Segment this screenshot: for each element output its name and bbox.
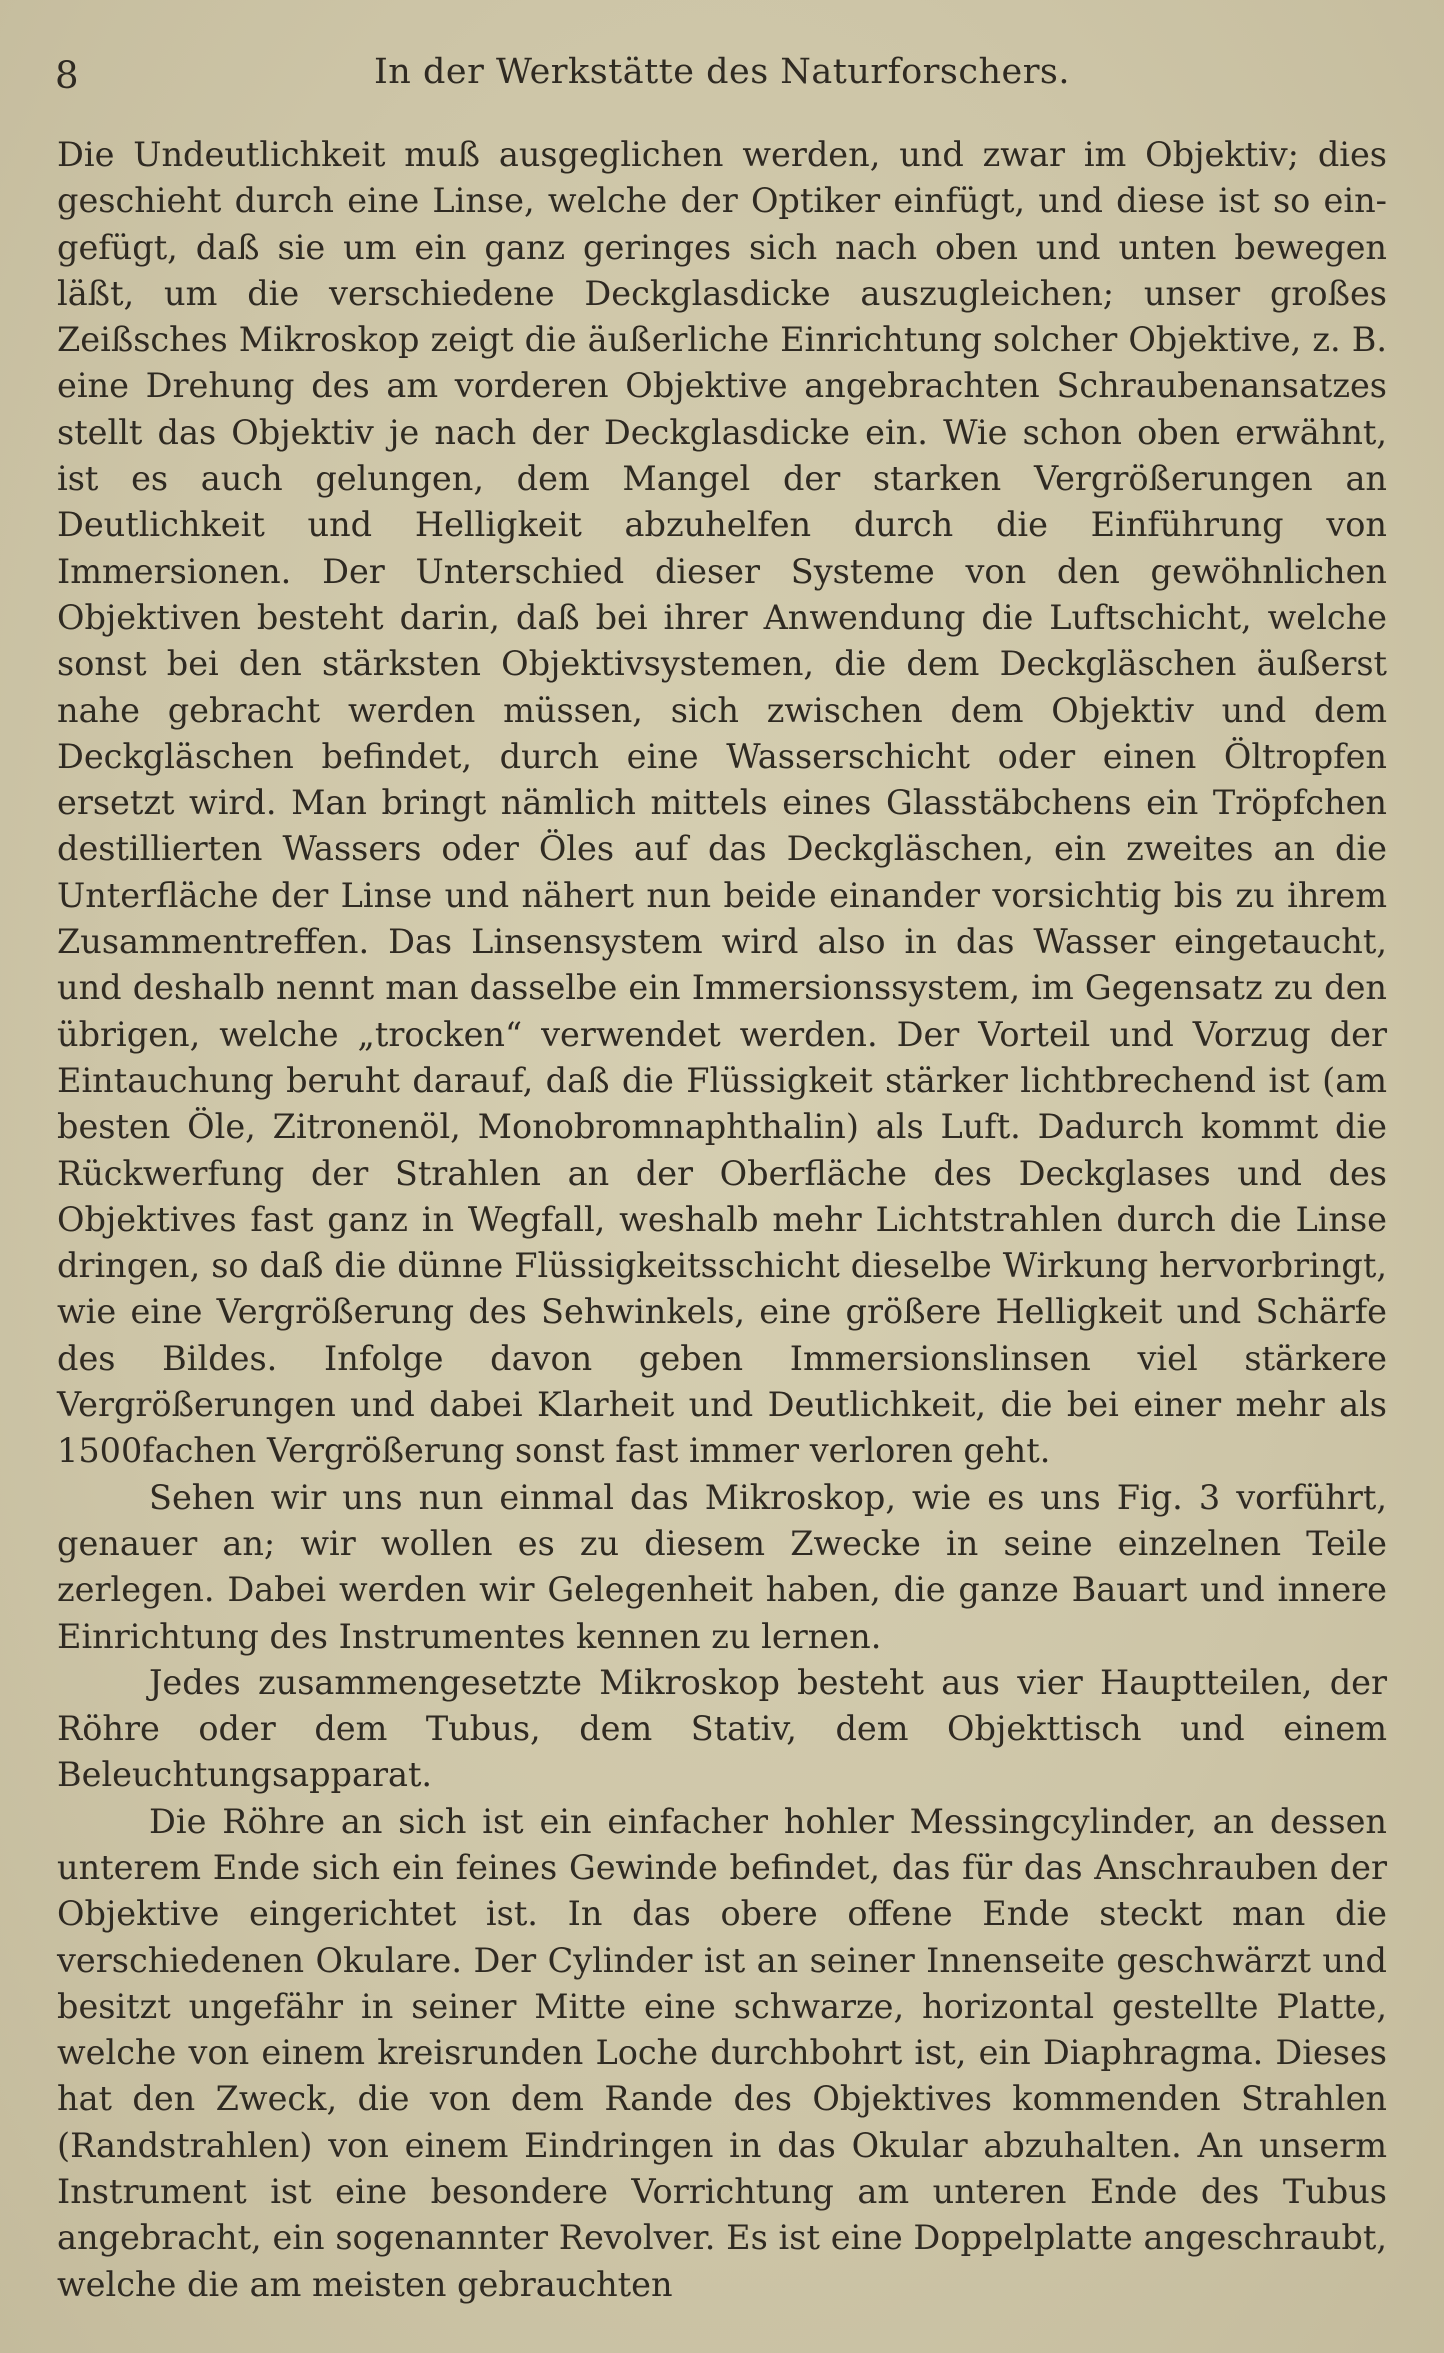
paragraph: Die Röhre an sich ist ein einfacher hohler Messingcylinder, an dessen unterem Ende sich ein feines Gewinde befindet, das für das Anschrauben der Objektive eingerichtet ist. In das obere offene Ende steckt man die verschiedenen Okulare. Der Cylinder ist an seiner Innenseite geschwärzt und besitzt ungefähr in seiner Mitte eine schwarze, horizontal gestellte Platte, welche von einem kreisrunden Loche durchbohrt ist, ein Diaphragma. Dieses hat den Zweck, die von dem Rande des Objektives kommenden Strahlen (Randstrahlen) von einem Eindringen in das Okular abzuhalten. An unserm Instrument ist eine besondere Vorrichtung am unteren Ende des Tubus angebracht, ein sogenannter Revolver. Es ist eine Doppelplatte angeschraubt, welche die am meisten gebrauchten bbox=[57, 1801, 1387, 2304]
paragraph: Sehen wir uns nun einmal das Mikroskop, wie es uns Fig. 3 vorführt, genauer an; wir wollen es zu diesem Zwecke in seine einzelnen Teile zerlegen. Dabei werden wir Gelegenheit haben, die ganze Bauart und innere Einrichtung des Instrumentes kennen zu lernen. bbox=[57, 1477, 1387, 1656]
page-header bbox=[55, 48, 1389, 108]
page-number: 8 bbox=[55, 54, 79, 97]
running-title: In der Werkstätte des Naturforschers. bbox=[373, 52, 1071, 92]
body-text bbox=[57, 132, 1387, 2308]
paragraph: Die Undeutlichkeit muß ausgeglichen werden, und zwar im Objektiv; dies geschieht durch eine Linse, welche der Optiker einfügt, und diese ist so eingefügt, daß sie um ein ganz geringes sich nach oben und unten bewegen läßt, um die verschiedene Deckglasdicke auszugleichen; unser großes Zeißsches Mikroskop zeigt die äußerliche Einrichtung solcher Objektive, z. B. eine Drehung des am vorderen Objektive angebrachten Schraubenansatzes stellt das Objektiv je nach der Deckglasdicke ein. Wie schon oben erwähnt, ist es auch gelungen, dem Mangel der starken Vergrößerungen an Deutlichkeit und Helligkeit abzuhelfen durch die Einführung von Immersionen. Der Unterschied dieser Systeme von den gewöhnlichen Objektiven besteht darin, daß bei ihrer Anwendung die Luftschicht, welche sonst bei den stärksten Objektivsystemen, die dem Deckgläschen äußerst nahe gebracht werden müssen, sich zwischen dem Objektiv und dem Deckgläschen befindet, durch eine Wasserschicht oder einen Öltropfen ersetzt wird. Man bringt nämlich mittels eines Glasstäbchens ein Tröpfchen destillierten Wassers oder Öles auf das Deckgläschen, ein zweites an die Unterfläche der Linse und nähert nun beide einander vorsichtig bis zu ihrem Zusammentreffen. Das Linsensystem wird also in das Wasser eingetaucht, und deshalb nennt man dasselbe ein Immersionssystem, im Gegensatz zu den übrigen, welche „trocken“ verwendet werden. Der Vorteil und Vorzug der Eintauchung beruht darauf, daß die Flüssigkeit stärker lichtbrechend ist (am besten Öle, Zitronenöl, Monobromnaphthalin) als Luft. Dadurch kommt die Rückwerfung der Strahlen an der Oberfläche des Deckglases und des Objektives fast ganz in Wegfall, weshalb mehr Lichtstrahlen durch die Linse dringen, so daß die dünne Flüssigkeitsschicht dieselbe Wirkung hervorbringt, wie eine Vergrößerung des Sehwinkels, eine größere Helligkeit und Schärfe des Bildes. Infolge davon geben Immersionslinsen viel stärkere Vergrößerungen und dabei Klarheit und Deutlichkeit, die bei einer mehr als 1500fachen Vergrößerung sonst fast immer verloren geht. bbox=[57, 135, 1387, 1471]
paragraph: Jedes zusammengesetzte Mikroskop besteht aus vier Hauptteilen, der Röhre oder dem Tubus, dem Stativ, dem Objekttisch und einem Beleuchtungsapparat. bbox=[57, 1662, 1387, 1795]
